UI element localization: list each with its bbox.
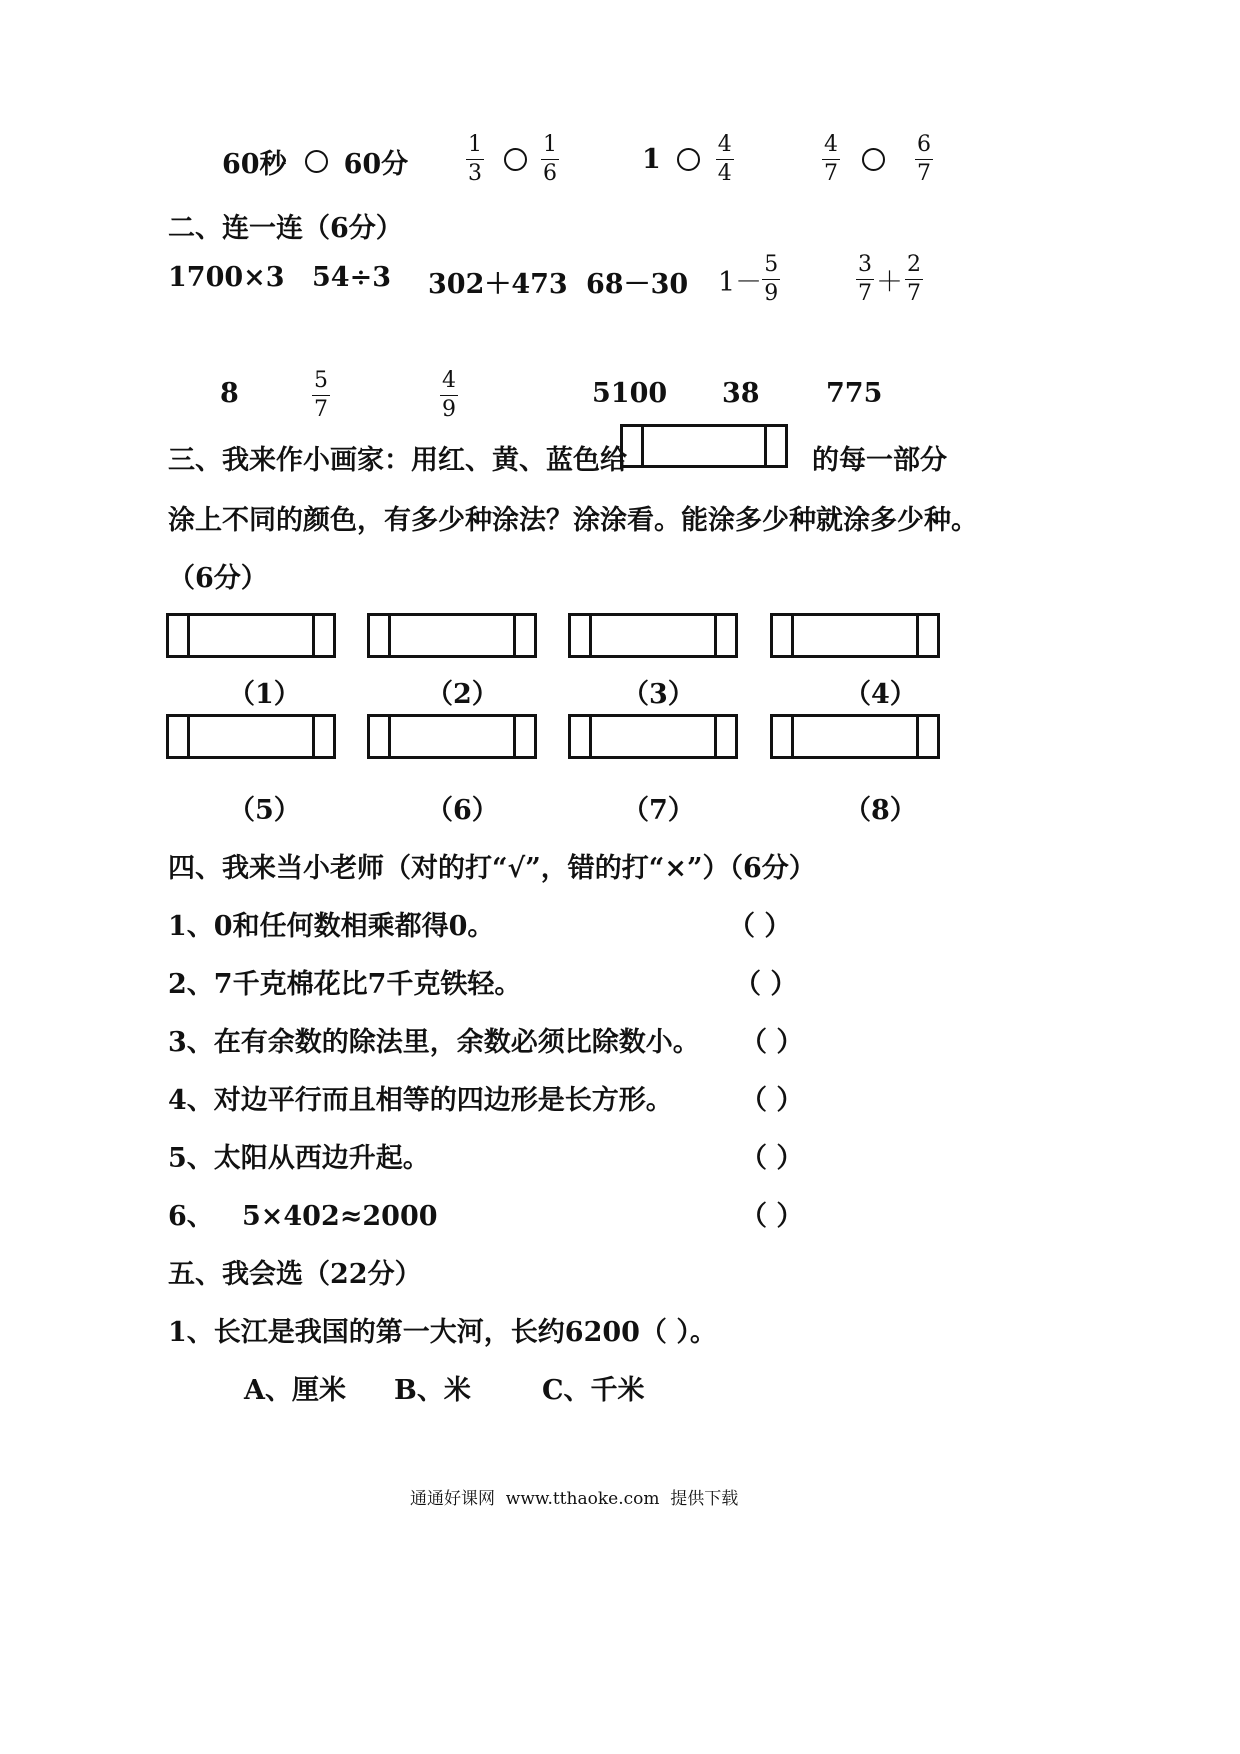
compare-left: 1 [642, 144, 661, 175]
compare-circle[interactable] [677, 148, 700, 171]
fraction: $\frac{3}{7}$ [858, 252, 872, 306]
expression-2[interactable]: 54÷3 [312, 262, 391, 293]
color-rectangle-1[interactable] [166, 613, 336, 658]
rect-label-3: （3） [622, 679, 695, 710]
compare-right: 60分 [343, 149, 409, 180]
expression-5-prefix: 1－ [718, 267, 763, 298]
color-rectangle-7[interactable] [568, 714, 738, 759]
judge-item-6: 6、 5×402≈2000 [168, 1201, 438, 1232]
rect-label-8: （8） [844, 795, 917, 826]
section-3-line-1b: 的每一部分 [812, 445, 947, 476]
judge-bracket-5[interactable]: （ ） [740, 1143, 804, 1174]
fraction: $\frac{4}{4}$ [717, 132, 732, 186]
judge-item-2: 2、7千克棉花比7千克铁轻。 [168, 969, 522, 1000]
section-4-title: 四、我来当小老师（对的打“√”，错的打“×”）（6分） [168, 853, 816, 884]
expression-3[interactable]: 302＋473 [428, 269, 568, 300]
fraction: $\frac{2}{7}$ [907, 252, 921, 306]
rect-divider-left [388, 717, 391, 756]
rect-label-6: （6） [426, 795, 499, 826]
expression-6[interactable] [856, 254, 923, 305]
plus-operator: ＋ [876, 267, 903, 298]
section-5-title: 五、我会选（22分） [168, 1259, 422, 1290]
rect-divider-right [513, 717, 516, 756]
rect-divider-left [589, 616, 592, 655]
expression-5[interactable] [718, 254, 780, 305]
rect-divider-right [714, 717, 717, 756]
compare-item-3 [642, 134, 734, 185]
fraction: $\frac{6}{7}$ [917, 132, 931, 186]
rect-divider-left [589, 717, 592, 756]
judge-item-3: 3、在有余数的除法里，余数必须比除数小。 [168, 1027, 700, 1058]
rect-divider-right [916, 717, 919, 756]
fraction: $\frac{1}{3}$ [468, 132, 482, 186]
rect-divider-left [388, 616, 391, 655]
fraction: $\frac{5}{7}$ [314, 368, 328, 422]
choice-question-1: 1、长江是我国的第一大河，长约6200（ ）。 [168, 1317, 717, 1348]
rect-label-4: （4） [844, 679, 917, 710]
rect-divider-right [916, 616, 919, 655]
compare-item-1 [222, 142, 408, 181]
rect-divider-right [714, 616, 717, 655]
compare-circle[interactable] [504, 148, 527, 171]
rect-divider-left [187, 717, 190, 756]
sample-rectangle [620, 424, 788, 468]
section-3-line-1a: 三、我来作小画家：用红、黄、蓝色给 [168, 445, 627, 476]
color-rectangle-3[interactable] [568, 613, 738, 658]
compare-circle[interactable] [862, 148, 885, 171]
rect-label-2: （2） [426, 679, 499, 710]
judge-bracket-2[interactable]: （ ） [734, 969, 798, 1000]
rect-divider-right [513, 616, 516, 655]
option-b[interactable]: B、米 [394, 1375, 471, 1406]
compare-circle[interactable] [305, 150, 328, 173]
footer-credit: 通通好课网 www.tthaoke.com 提供下载 [410, 1489, 739, 1509]
answer-2[interactable]: 5100 [592, 378, 668, 409]
fraction: $\frac{4}{9}$ [442, 368, 456, 422]
answer-4[interactable]: 775 [826, 378, 883, 409]
answer-3[interactable]: 38 [722, 378, 760, 409]
section-3-line-3: （6分） [168, 563, 268, 594]
expression-4[interactable]: 68－30 [586, 269, 689, 300]
judge-item-5: 5、太阳从西边升起。 [168, 1143, 430, 1174]
fraction: $\frac{1}{6}$ [543, 132, 557, 186]
fraction: $\frac{4}{7}$ [824, 132, 838, 186]
rect-divider-left [791, 717, 794, 756]
rect-divider-left [641, 427, 644, 465]
color-rectangle-2[interactable] [367, 613, 537, 658]
color-rectangle-4[interactable] [770, 613, 940, 658]
section-2-title: 二、连一连（6分） [168, 213, 403, 244]
section-3-line-2: 涂上不同的颜色，有多少种涂法？涂涂看。能涂多少种就涂多少种。 [168, 505, 978, 536]
color-rectangle-5[interactable] [166, 714, 336, 759]
judge-bracket-1[interactable]: （ ） [728, 911, 792, 942]
rect-divider-right [764, 427, 767, 465]
rect-label-1: （1） [228, 679, 301, 710]
judge-bracket-4[interactable]: （ ） [740, 1085, 804, 1116]
option-a[interactable]: A、厘米 [244, 1375, 346, 1406]
rect-label-5: （5） [228, 795, 301, 826]
rect-divider-left [791, 616, 794, 655]
color-rectangle-8[interactable] [770, 714, 940, 759]
rect-divider-right [312, 616, 315, 655]
compare-item-2 [466, 134, 559, 185]
answer-fraction-1[interactable] [312, 370, 330, 421]
judge-bracket-6[interactable]: （ ） [740, 1201, 804, 1232]
answer-fraction-2[interactable] [440, 370, 458, 421]
color-rectangle-6[interactable] [367, 714, 537, 759]
judge-item-4: 4、对边平行而且相等的四边形是长方形。 [168, 1085, 673, 1116]
expression-1[interactable]: 1700×3 [168, 262, 285, 293]
option-c[interactable]: C、千米 [542, 1375, 645, 1406]
rect-divider-right [312, 717, 315, 756]
compare-left: 60秒 [222, 149, 287, 180]
fraction: $\frac{5}{9}$ [764, 252, 779, 306]
compare-item-4 [822, 134, 933, 185]
answer-1[interactable]: 8 [220, 378, 239, 409]
rect-label-7: （7） [622, 795, 695, 826]
judge-item-1: 1、0和任何数相乘都得0。 [168, 911, 495, 942]
rect-divider-left [187, 616, 190, 655]
judge-bracket-3[interactable]: （ ） [740, 1027, 804, 1058]
